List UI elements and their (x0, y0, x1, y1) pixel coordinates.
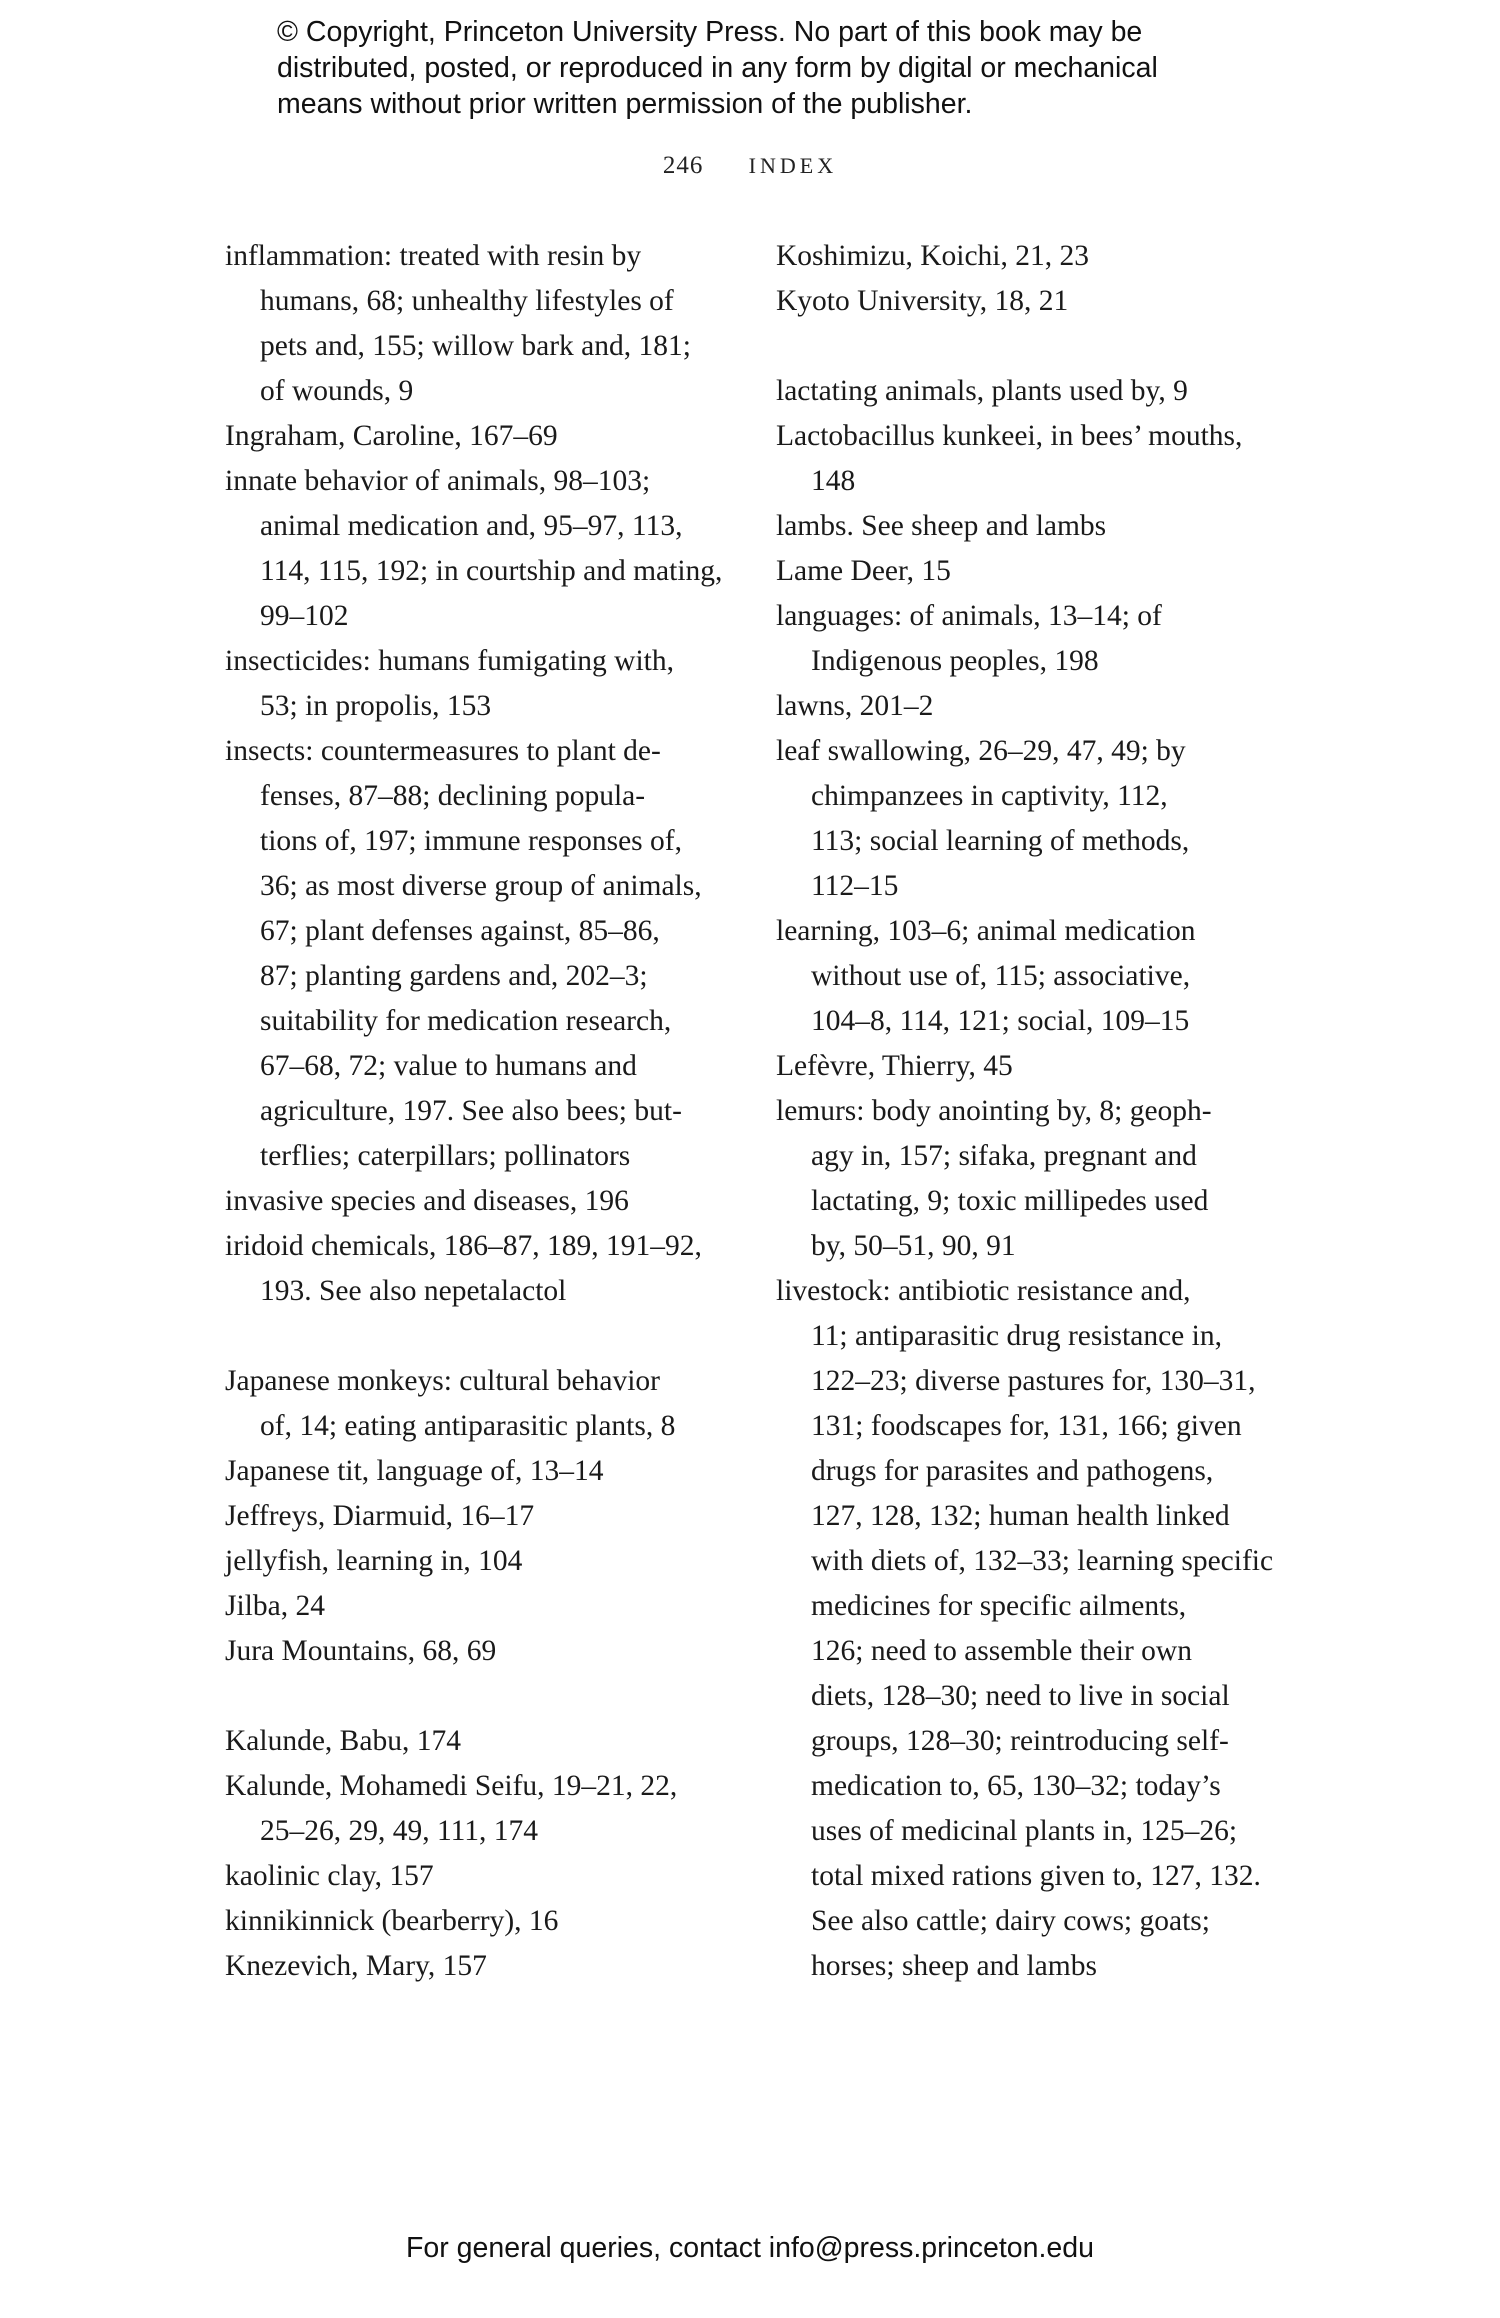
index-entry-line: leaf swallowing, 26–29, 47, 49; by (776, 735, 1186, 767)
index-entry-line: animal medication and, 95–97, 113, (260, 510, 683, 542)
index-column-left (225, 234, 745, 1989)
index-entry (225, 1629, 745, 1674)
index-entry-line: See also cattle; dairy cows; goats; (811, 1905, 1210, 1937)
index-entry-line: learning, 103–6; animal medication (776, 915, 1196, 947)
index-entry (225, 1719, 745, 1764)
index-entry-line: 87; planting gardens and, 202–3; (260, 960, 648, 992)
index-entry (225, 1764, 745, 1854)
index-entry-line: 112–15 (811, 870, 899, 902)
index-entry-line: 131; foodscapes for, 131, 166; given (811, 1410, 1242, 1442)
index-entry-line: insects: countermeasures to plant de- (225, 735, 661, 767)
index-entry-line: Knezevich, Mary, 157 (225, 1950, 487, 1982)
index-entry-line: kaolinic clay, 157 (225, 1860, 434, 1892)
index-entry-line: Lefèvre, Thierry, 45 (776, 1050, 1013, 1082)
index-entry-line: Jilba, 24 (225, 1590, 325, 1622)
index-entry-line: 193. See also nepetalactol (260, 1275, 567, 1307)
index-entry-line: fenses, 87–88; declining popula- (260, 780, 646, 812)
index-entry-line: Japanese tit, language of, 13–14 (225, 1455, 604, 1487)
index-entry-line: Kyoto University, 18, 21 (776, 285, 1069, 317)
index-entry-line: 148 (811, 465, 856, 497)
index-entry (225, 1449, 745, 1494)
index-entry-line: Japanese monkeys: cultural behavior (225, 1365, 660, 1397)
index-entry-line: lawns, 201–2 (776, 690, 934, 722)
index-entry (776, 414, 1296, 504)
index-entry-line: terflies; caterpillars; pollinators (260, 1140, 631, 1172)
index-entry-line: of, 14; eating antiparasitic plants, 8 (260, 1410, 676, 1442)
index-entry-line: chimpanzees in captivity, 112, (811, 780, 1168, 812)
index-entry-line: 113; social learning of methods, (811, 825, 1190, 857)
index-entry-line: Ingraham, Caroline, 167–69 (225, 420, 558, 452)
index-entry-line: drugs for parasites and pathogens, (811, 1455, 1214, 1487)
index-entry-line: insecticides: humans fumigating with, (225, 645, 674, 677)
index-entry-line: medicines for specific ailments, (811, 1590, 1187, 1622)
index-entry-line: lemurs: body anointing by, 8; geoph- (776, 1095, 1212, 1127)
index-entry (225, 729, 745, 1179)
index-entry-line: groups, 128–30; reintroducing self- (811, 1725, 1229, 1757)
index-entry-line: 104–8, 114, 121; social, 109–15 (811, 1005, 1190, 1037)
index-entry-line: by, 50–51, 90, 91 (811, 1230, 1016, 1262)
index-entry (225, 1494, 745, 1539)
index-entry (225, 1584, 745, 1629)
index-entry-line: Koshimizu, Koichi, 21, 23 (776, 240, 1090, 272)
page-number: 246 (662, 152, 704, 179)
index-entry (225, 234, 745, 414)
index-entry-line: iridoid chemicals, 186–87, 189, 191–92, (225, 1230, 702, 1262)
index-entry-line: lactating animals, plants used by, 9 (776, 375, 1188, 407)
index-entry-line: Lame Deer, 15 (776, 555, 951, 587)
section-title: INDEX (748, 153, 838, 178)
index-entry-line: lambs. See sheep and lambs (776, 510, 1107, 542)
index-entry-line: pets and, 155; willow bark and, 181; (260, 330, 691, 362)
index-entry-line: diets, 128–30; need to live in social (811, 1680, 1230, 1712)
index-entry-line: agy in, 157; sifaka, pregnant and (811, 1140, 1197, 1172)
index-entry-line: jellyfish, learning in, 104 (225, 1545, 523, 1577)
index-entry-line: of wounds, 9 (260, 375, 414, 407)
copyright-line: © Copyright, Princeton University Press. No part of this book may be (277, 16, 1143, 48)
index-entry-line: 53; in propolis, 153 (260, 690, 492, 722)
letter-group-gap (225, 1674, 745, 1719)
copyright-notice (277, 14, 1277, 122)
index-entry (776, 504, 1296, 549)
index-entry (225, 1539, 745, 1584)
index-entry-line: Kalunde, Mohamedi Seifu, 19–21, 22, (225, 1770, 678, 1802)
index-column-right (776, 234, 1296, 1989)
index-entry-line: Indigenous peoples, 198 (811, 645, 1099, 677)
index-entry-line: 127, 128, 132; human health linked (811, 1500, 1230, 1532)
index-entry-line: suitability for medication research, (260, 1005, 672, 1037)
index-entry (776, 549, 1296, 594)
index-entry-line: livestock: antibiotic resistance and, (776, 1275, 1191, 1307)
index-entry-line: inflammation: treated with resin by (225, 240, 642, 272)
copyright-line: distributed, posted, or reproduced in any form by digital or mechanical (277, 52, 1158, 84)
index-entry-line: invasive species and diseases, 196 (225, 1185, 629, 1217)
letter-group-gap (776, 324, 1296, 369)
index-entry (225, 1179, 745, 1224)
index-entry-line: humans, 68; unhealthy lifestyles of (260, 285, 674, 317)
index-entry (225, 639, 745, 729)
index-entry-line: 25–26, 29, 49, 111, 174 (260, 1815, 539, 1847)
index-entry (225, 1899, 745, 1944)
index-entry-line: medication to, 65, 130–32; today’s (811, 1770, 1221, 1802)
index-entry (776, 684, 1296, 729)
index-entry-line: Lactobacillus kunkeei, in bees’ mouths, (776, 420, 1243, 452)
index-entry (776, 279, 1296, 324)
index-entry-line: with diets of, 132–33; learning specific (811, 1545, 1274, 1577)
index-entry-line: 114, 115, 192; in courtship and mating, (260, 555, 723, 587)
index-entry-line: uses of medicinal plants in, 125–26; (811, 1815, 1238, 1847)
index-entry (225, 1224, 745, 1314)
index-entry-line: 67; plant defenses against, 85–86, (260, 915, 660, 947)
copyright-line: means without prior written permission of the publisher. (277, 88, 973, 120)
index-entry (776, 1269, 1296, 1989)
index-entry-line: agriculture, 197. See also bees; but- (260, 1095, 682, 1127)
index-entry-line: languages: of animals, 13–14; of (776, 600, 1162, 632)
index-entry (225, 1944, 745, 1989)
index-entry-line: 99–102 (260, 600, 349, 632)
index-entry-line: 36; as most diverse group of animals, (260, 870, 702, 902)
index-entry-line: lactating, 9; toxic millipedes used (811, 1185, 1209, 1217)
index-entry-line: tions of, 197; immune responses of, (260, 825, 682, 857)
index-entry-line: Jura Mountains, 68, 69 (225, 1635, 497, 1667)
running-head (0, 152, 1500, 180)
index-entry (776, 369, 1296, 414)
index-entry (225, 459, 745, 639)
footer-contact: For general queries, contact info@press.princeton.edu (406, 2232, 1094, 2264)
index-entry (776, 909, 1296, 1044)
index-entry (776, 1044, 1296, 1089)
index-entry-line: 122–23; diverse pastures for, 130–31, (811, 1365, 1256, 1397)
index-entry-line: total mixed rations given to, 127, 132. (811, 1860, 1261, 1892)
index-entry-line: horses; sheep and lambs (811, 1950, 1097, 1982)
index-entry-line: Jeffreys, Diarmuid, 16–17 (225, 1500, 535, 1532)
letter-group-gap (225, 1314, 745, 1359)
index-entry (776, 1089, 1296, 1269)
index-entry (776, 234, 1296, 279)
index-entry (225, 1359, 745, 1449)
index-entry-line: innate behavior of animals, 98–103; (225, 465, 651, 497)
index-entry (225, 414, 745, 459)
index-entry-line: kinnikinnick (bearberry), 16 (225, 1905, 559, 1937)
index-entry-line: Kalunde, Babu, 174 (225, 1725, 461, 1757)
index-entry-line: 126; need to assemble their own (811, 1635, 1192, 1667)
index-entry (225, 1854, 745, 1899)
index-entry (776, 729, 1296, 909)
index-entry-line: without use of, 115; associative, (811, 960, 1191, 992)
index-entry-line: 67–68, 72; value to humans and (260, 1050, 637, 1082)
index-entry-line: 11; antiparasitic drug resistance in, (811, 1320, 1222, 1352)
index-entry (776, 594, 1296, 684)
